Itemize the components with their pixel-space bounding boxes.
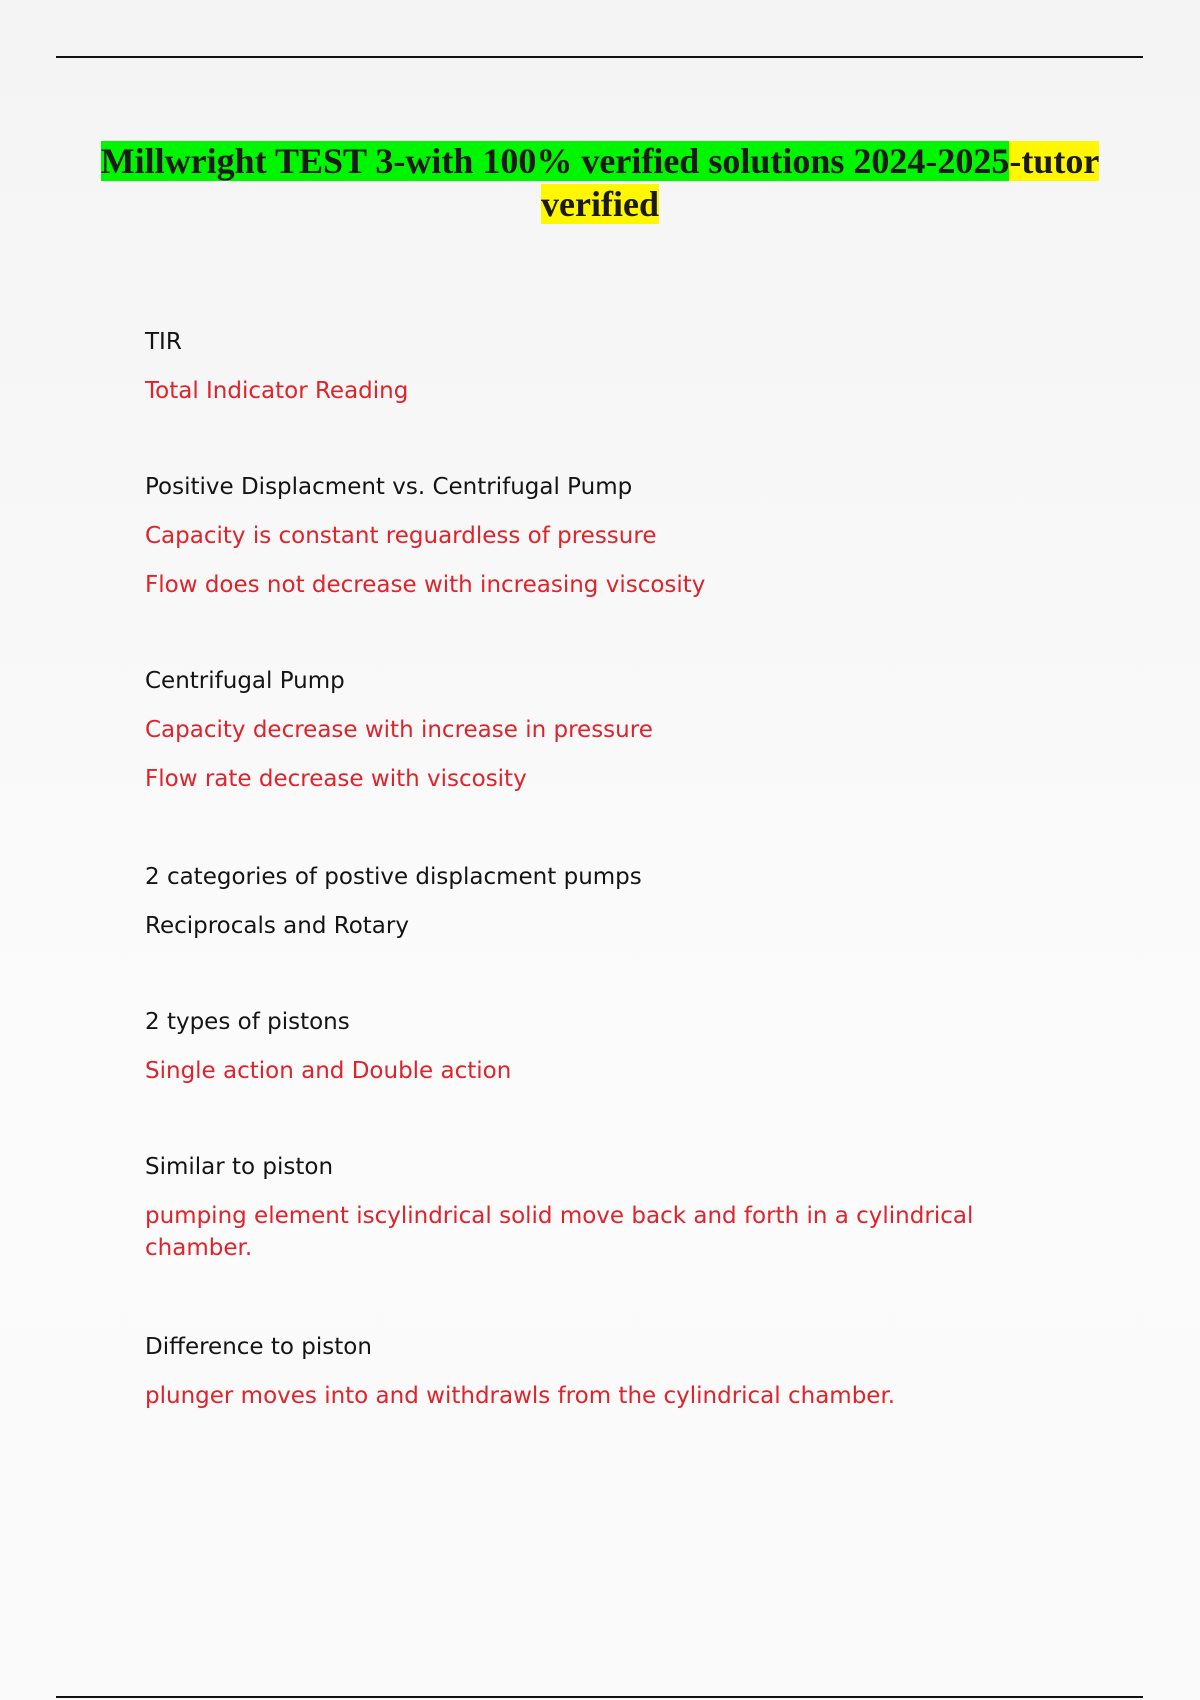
question-text: 2 types of pistons (145, 1009, 350, 1035)
qa-item-positive-vs-centrifugal (145, 471, 1045, 601)
question-text: Difference to piston (145, 1334, 372, 1360)
question-text: Positive Displacment vs. Centrifugal Pump (145, 474, 633, 500)
qa-item-centrifugal-pump (145, 665, 1045, 795)
answer-text: Reciprocals and Rotary (145, 913, 409, 939)
qa-item-piston-types (145, 1006, 1045, 1087)
answer-text: plunger moves into and withdrawls from the cylindrical chamber. (145, 1383, 896, 1409)
question-text: Similar to piston (145, 1154, 334, 1180)
answer-text: Capacity decrease with increase in pressure (145, 717, 653, 743)
header-rule (56, 56, 1143, 58)
document-title (100, 140, 1100, 226)
answer-text: Flow does not decrease with increasing viscosity (145, 572, 706, 598)
qa-item-similar-to-piston (145, 1151, 1045, 1264)
answer-text: Single action and Double action (145, 1058, 512, 1084)
title-highlight-yellow: -tutor verified (541, 141, 1100, 224)
answer-text: Flow rate decrease with viscosity (145, 766, 527, 792)
title-highlight-green: Millwright TEST 3-with 100% verified solutions 2024-2025 (100, 141, 1010, 181)
answer-text: pumping element iscylindrical solid move back and forth in a cylindrical chamber. (145, 1203, 974, 1261)
qa-item-pd-categories (145, 861, 1045, 942)
question-text: TIR (145, 329, 182, 355)
qa-item-difference-to-piston (145, 1331, 1045, 1412)
answer-text: Total Indicator Reading (145, 378, 409, 404)
question-text: 2 categories of postive displacment pumps (145, 864, 642, 890)
question-text: Centrifugal Pump (145, 668, 345, 694)
qa-item-tir (145, 326, 1045, 407)
footer-rule (56, 1696, 1143, 1698)
answer-text: Capacity is constant reguardless of pressure (145, 523, 657, 549)
